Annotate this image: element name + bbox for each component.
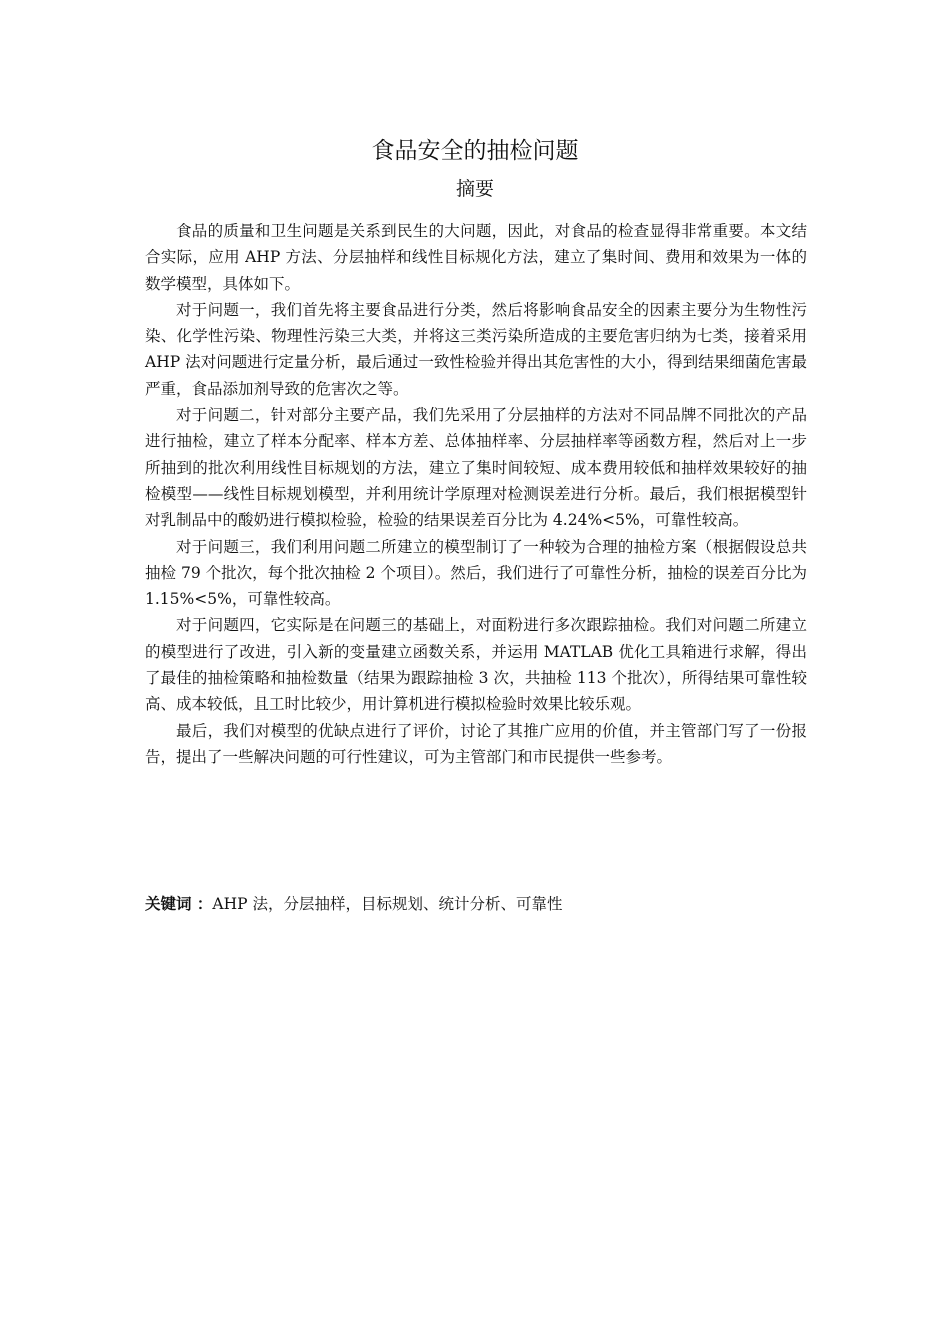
abstract-paragraph-problem-1: 对于问题一，我们首先将主要食品进行分类，然后将影响食品安全的因素主要分为生物性污染、化学性污染、物理性污染三大类，并将这三类污染所造成的主要危害归纳为七类，接着采用 AHP 法对问题进行定量分析，最后通过一致性检验并得出其危害性的大小，得到结果细菌危害最严重，食品添加剂导致的危害次之等。: [145, 300, 807, 398]
abstract-paragraph-conclusion: 最后，我们对模型的优缺点进行了评价，讨论了其推广应用的价值，并主管部门写了一份报告，提出了一些解决问题的可行性建议，可为主管部门和市民提供一些参考。: [145, 721, 807, 766]
abstract-heading: 摘要: [455, 178, 494, 200]
keywords-line: [145, 891, 807, 917]
abstract-paragraph-intro: 食品的质量和卫生问题是关系到民生的大问题，因此，对食品的检查显得非常重要。本文结合实际，应用 AHP 方法、分层抽样和线性目标规化方法，建立了集时间、费用和效果为一体的数学模型，具体如下。: [145, 222, 807, 293]
page-title: 食品安全的抽检问题: [371, 138, 579, 164]
abstract-paragraph-problem-4: 对于问题四，它实际是在问题三的基础上，对面粉进行多次跟踪抽检。我们对问题二所建立的模型进行了改进，引入新的变量建立函数关系，并运用 MATLAB 优化工具箱进行求解，得出了最佳的抽检策略和抽检数量（结果为跟踪抽检 3 次，共抽检 113 个批次），所得结果可靠性较高、成本较低，且工时比较少，用计算机进行模拟检验时效果比较乐观。: [145, 616, 807, 714]
abstract-paragraph-problem-3: 对于问题三，我们利用问题二所建立的模型制订了一种较为合理的抽检方案（根据假设总共抽检 79 个批次，每个批次抽检 2 个项目）。然后，我们进行了可靠性分析，抽检的误差百分比为 1.15%<5%，可靠性较高。: [145, 537, 807, 609]
keywords-text: AHP 法，分层抽样，目标规划、统计分析、可靠性: [212, 895, 563, 913]
abstract-body: [145, 218, 807, 770]
keywords-label: 关键词 ：: [145, 895, 213, 913]
abstract-paragraph-problem-2: 对于问题二，针对部分主要产品，我们先采用了分层抽样的方法对不同品牌不同批次的产品进行抽检，建立了样本分配率、样本方差、总体抽样率、分层抽样率等函数方程，然后对上一步所抽到的批次利用线性目标规划的方法，建立了集时间较短、成本费用较低和抽样效果较好的抽检模型——线性目标规划模型，并利用统计学原理对检测误差进行分析。最后，我们根据模型针对乳制品中的酸奶进行模拟检验，检验的结果误差百分比为 4.24%<5%，可靠性较高。: [145, 406, 807, 530]
